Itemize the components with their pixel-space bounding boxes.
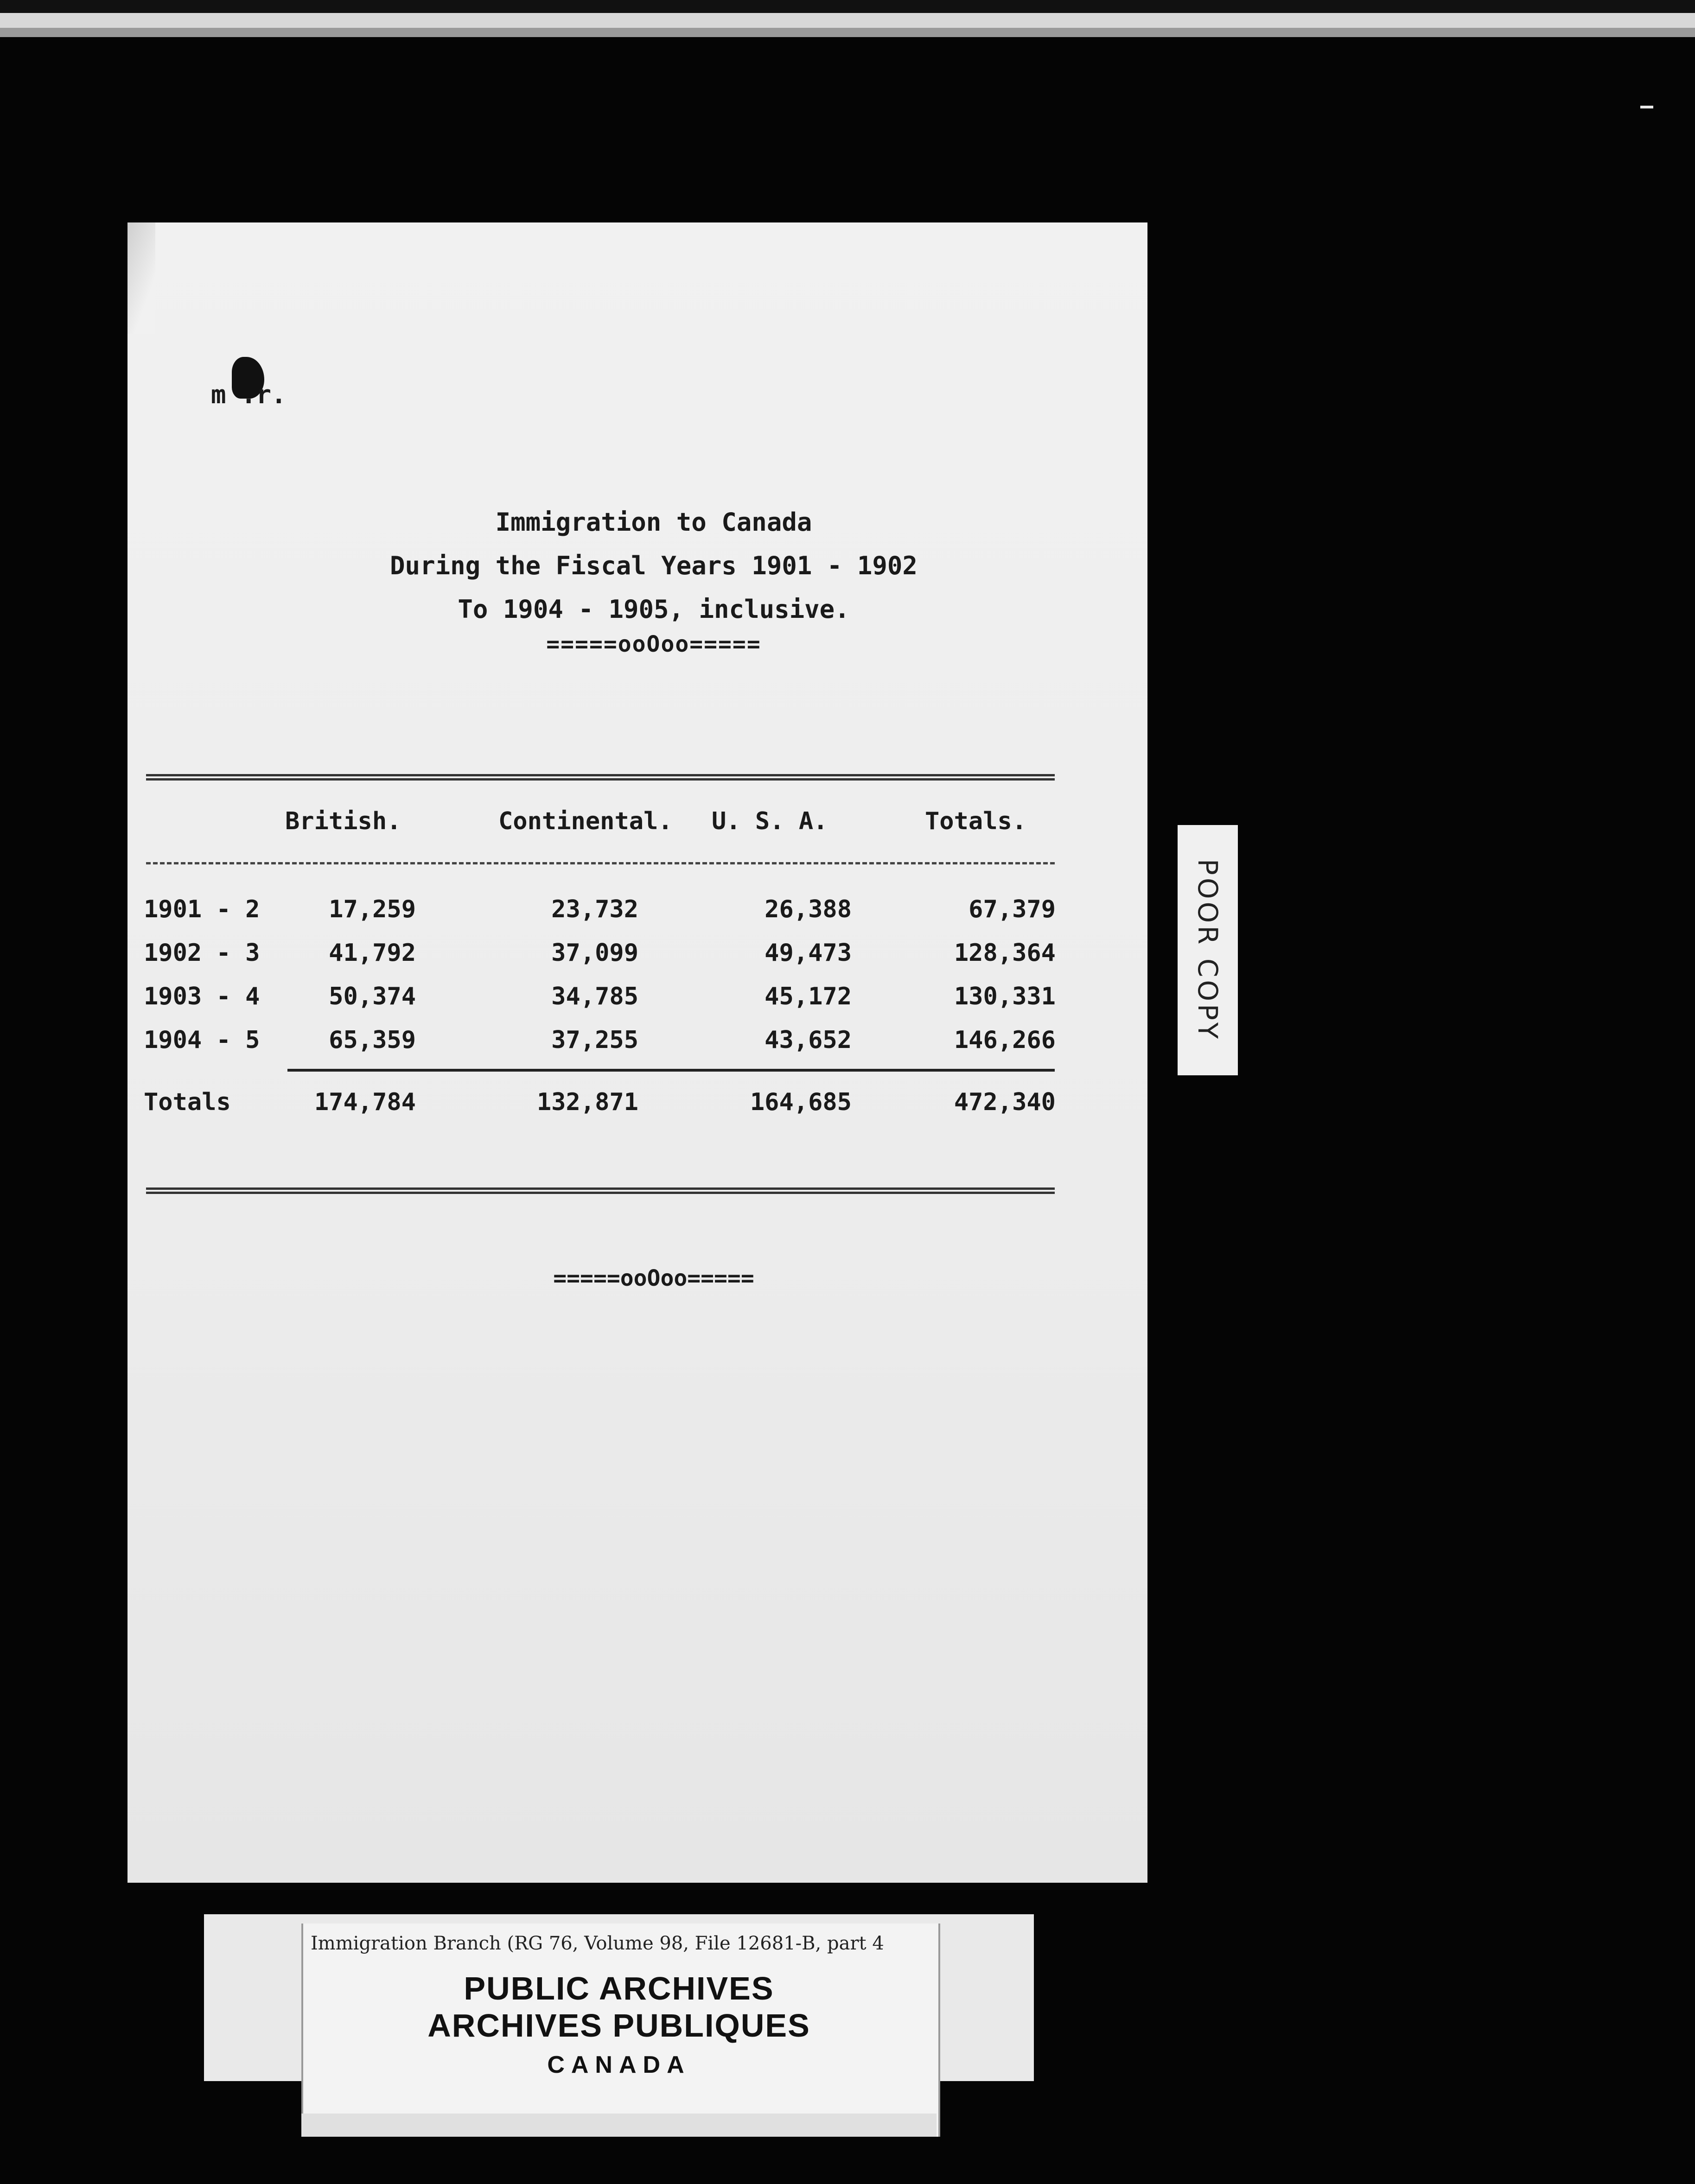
cell-total: 67,379: [969, 895, 1056, 923]
cell-british: 50,374: [329, 983, 416, 1010]
grand-total: 472,340: [954, 1088, 1056, 1116]
header-british: British.: [285, 807, 401, 835]
cell-usa: 49,473: [765, 939, 852, 967]
archive-line-french: ARCHIVES PUBLIQUES: [427, 2007, 810, 2044]
archive-line-english: PUBLIC ARCHIVES: [464, 1970, 774, 2006]
label-bottom-strip: [301, 2114, 937, 2137]
title-ornament: =====ooOoo=====: [546, 631, 761, 657]
table-top-rule: [146, 774, 1055, 781]
cell-continental: 34,785: [551, 983, 638, 1010]
totals-label: Totals: [144, 1088, 231, 1116]
bottom-ornament: =====ooOoo=====: [553, 1265, 754, 1291]
title-line-1: Immigration to Canada: [495, 508, 812, 537]
film-edge-mark: [1640, 106, 1653, 108]
document-sheet: [127, 222, 1147, 1883]
total-continental: 132,871: [536, 1088, 638, 1116]
cell-usa: 45,172: [765, 983, 852, 1010]
title-line-3: To 1904 - 1905, inclusive.: [458, 595, 850, 624]
row-year: 1904 - 5: [144, 1026, 260, 1054]
archive-reference: Immigration Branch (RG 76, Volume 98, File 12681-B, part 4: [311, 1933, 884, 1954]
cell-continental: 37,099: [551, 939, 638, 967]
film-top-strip: [0, 0, 1695, 44]
header-totals: Totals.: [925, 807, 1027, 835]
totals-rule: [287, 1069, 1055, 1072]
sheet-fold: [127, 222, 155, 334]
poor-copy-stamp: [1178, 825, 1238, 1075]
cell-total: 130,331: [954, 983, 1056, 1010]
file-mark: m .r.: [211, 380, 287, 409]
cell-total: 146,266: [954, 1026, 1056, 1054]
header-continental: Continental.: [498, 807, 673, 835]
cell-continental: 23,732: [551, 895, 638, 923]
header-usa: U. S. A.: [712, 807, 828, 835]
cell-usa: 43,652: [765, 1026, 852, 1054]
row-year: 1902 - 3: [144, 939, 260, 967]
poor-copy-text: POOR COPY: [1192, 858, 1223, 1042]
cell-continental: 37,255: [551, 1026, 638, 1054]
title-line-2: During the Fiscal Years 1901 - 1902: [390, 551, 918, 580]
archive-line-canada: CANADA: [547, 2051, 691, 2078]
table-bottom-rule: [146, 1187, 1055, 1194]
header-dashed-rule: [146, 862, 1055, 864]
cell-british: 41,792: [329, 939, 416, 967]
total-british: 174,784: [314, 1088, 416, 1116]
row-year: 1903 - 4: [144, 983, 260, 1010]
cell-british: 17,259: [329, 895, 416, 923]
cell-total: 128,364: [954, 939, 1056, 967]
row-year: 1901 - 2: [144, 895, 260, 923]
title-block: [127, 501, 1180, 657]
total-usa: 164,685: [750, 1088, 852, 1116]
cell-usa: 26,388: [765, 895, 852, 923]
cell-british: 65,359: [329, 1026, 416, 1054]
